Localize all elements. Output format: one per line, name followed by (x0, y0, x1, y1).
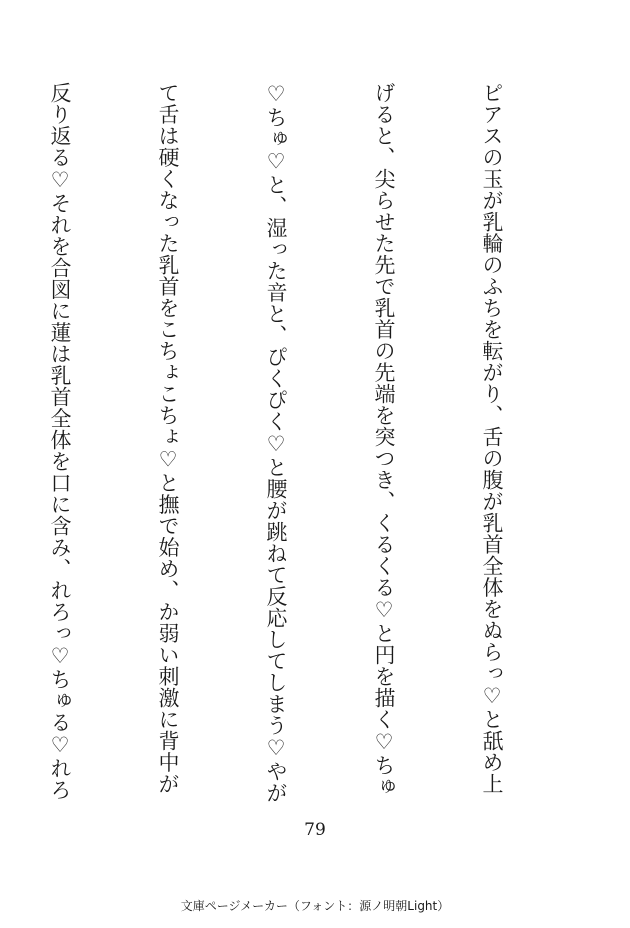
text-line: げると、尖らせた先で乳首の先端を突つき、くるくる♡と円を描く♡ちゅ (372, 82, 396, 798)
text-line: 反り返る♡それを合図に蓮は乳首全体を口に含み、れろっ♡ちゅる♡れろ (48, 82, 72, 801)
footer-credit: 文庫ページメーカー（フォント：源ノ明朝Light） (180, 899, 450, 913)
text-line: て舌は硬くなった乳首をこちょこちょ♡と撫で始め、か弱い刺激に背中が (156, 82, 180, 795)
page-number: 79 (304, 820, 326, 840)
vertical-body-text (42, 82, 582, 812)
text-line: ピアスの玉が乳輪のふちを転がり、舌の腹が乳首全体をぬらっ♡と舐め上 (480, 82, 504, 795)
text-line: ♡ちゅ♡と、湿った音と、ぴくぴく♡と腰が跳ねて反応してしまう♡やが (264, 82, 288, 804)
